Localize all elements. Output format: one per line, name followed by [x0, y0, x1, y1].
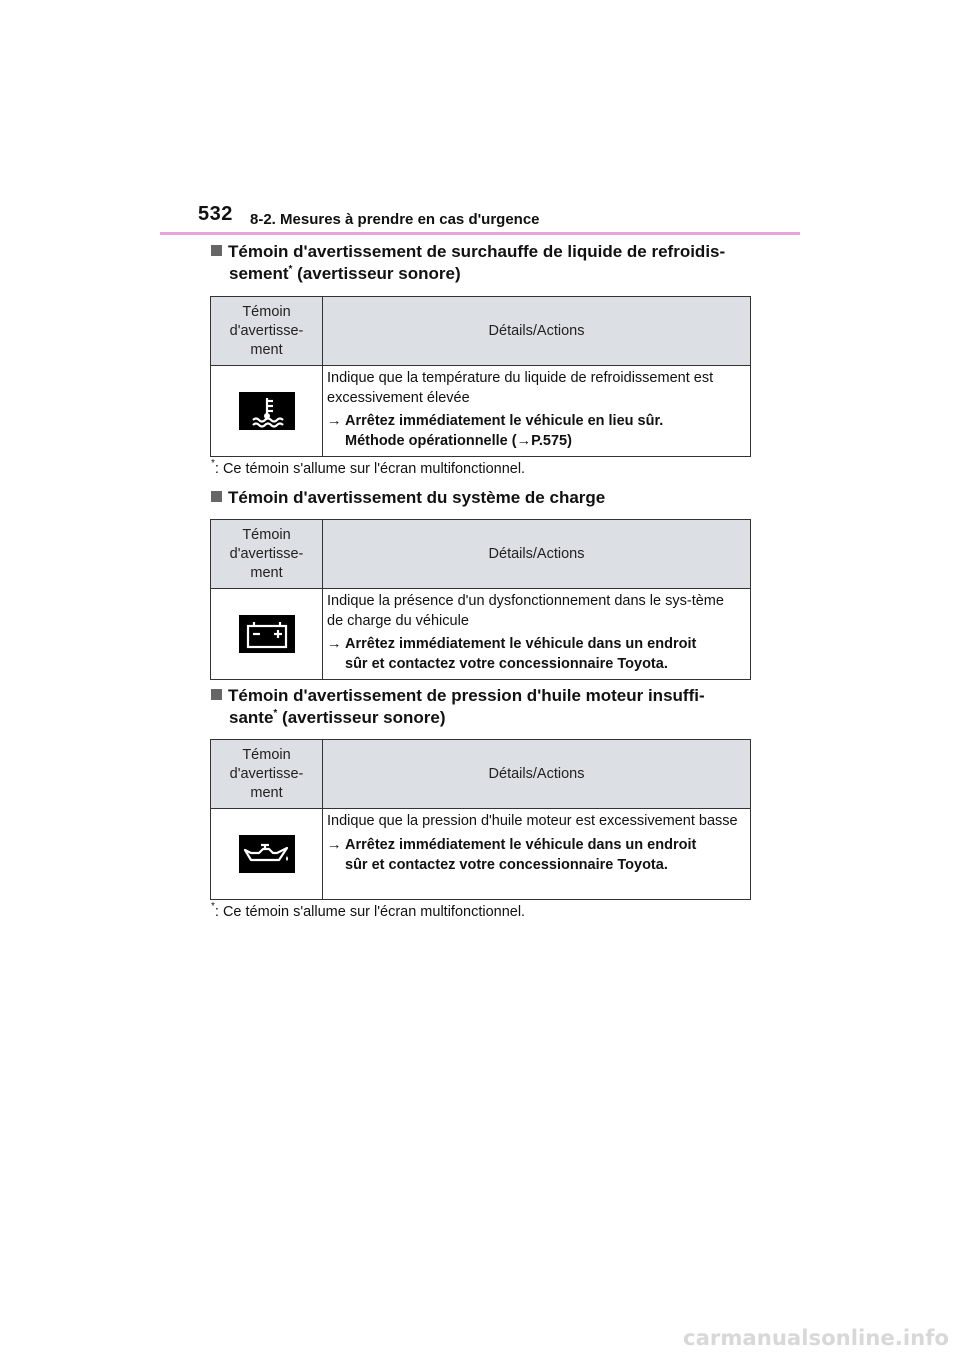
battery-icon — [239, 615, 295, 653]
column-header-indicator: Témoin d'avertisse- ment — [211, 297, 323, 366]
column-header-details: Détails/Actions — [323, 297, 751, 366]
arrow-icon: → — [327, 636, 342, 652]
oil-pressure-warning-table — [210, 739, 751, 900]
square-bullet-icon — [211, 689, 222, 700]
charging-warning-table — [210, 519, 751, 680]
arrow-icon: → — [327, 836, 342, 853]
coolant-temperature-icon — [239, 392, 295, 430]
table-row — [211, 366, 751, 457]
description-text: Indique que la température du liquide de refroidissement est excessivement élevée — [327, 370, 714, 406]
arrow-icon: → — [327, 413, 342, 429]
watermark-logo — [683, 1326, 951, 1350]
svg-text:carmanualsonline.info: carmanualsonline.info — [683, 1326, 949, 1350]
column-header-details: Détails/Actions — [323, 520, 751, 589]
table-header-row — [211, 520, 751, 589]
header-divider — [160, 232, 800, 235]
coolant-warning-table — [210, 296, 751, 457]
oil-pressure-icon — [239, 835, 295, 873]
table-header-row — [211, 297, 751, 366]
table-header-row — [211, 740, 751, 809]
footnote: *: Ce témoin s'allume sur l'écran multifonctionnel. — [211, 901, 526, 920]
footnote: *: Ce témoin s'allume sur l'écran multifonctionnel. — [211, 458, 526, 477]
column-header-indicator: Témoin d'avertisse- ment — [211, 520, 323, 589]
table-row — [211, 589, 751, 680]
page-number: 532 — [198, 203, 233, 225]
square-bullet-icon — [211, 491, 222, 502]
heading-oil-pressure: Témoin d'avertissement de pression d'huile moteur insuffi- sante* (avertisseur sonore) — [211, 685, 771, 729]
column-header-indicator: Témoin d'avertisse- ment — [211, 740, 323, 809]
square-bullet-icon — [211, 245, 222, 256]
action-instruction: → Arrêtez immédiatement le véhicule dans un endroit sûr et contactez votre concessionnaire Toyota. — [327, 836, 697, 873]
column-header-details: Détails/Actions — [323, 740, 751, 809]
action-instruction: → Arrêtez immédiatement le véhicule en lieu sûr. Méthode opérationnelle (→P.575) — [327, 413, 664, 449]
description-text: Indique que la pression d'huile moteur est excessivement basse — [327, 813, 738, 829]
heading-coolant-overheat: Témoin d'avertissement de surchauffe de liquide de refroidis- sement* (avertisseur sonore) — [211, 241, 771, 285]
description-text: Indique la présence d'un dysfonctionnement dans le sys-tème de charge du véhicule — [327, 593, 724, 629]
table-row — [211, 809, 751, 900]
action-instruction: → Arrêtez immédiatement le véhicule dans un endroit sûr et contactez votre concessionnaire Toyota. — [327, 636, 697, 672]
section-title: 8-2. Mesures à prendre en cas d'urgence — [250, 211, 540, 228]
heading-charging-system: Témoin d'avertissement du système de charge — [211, 487, 771, 509]
